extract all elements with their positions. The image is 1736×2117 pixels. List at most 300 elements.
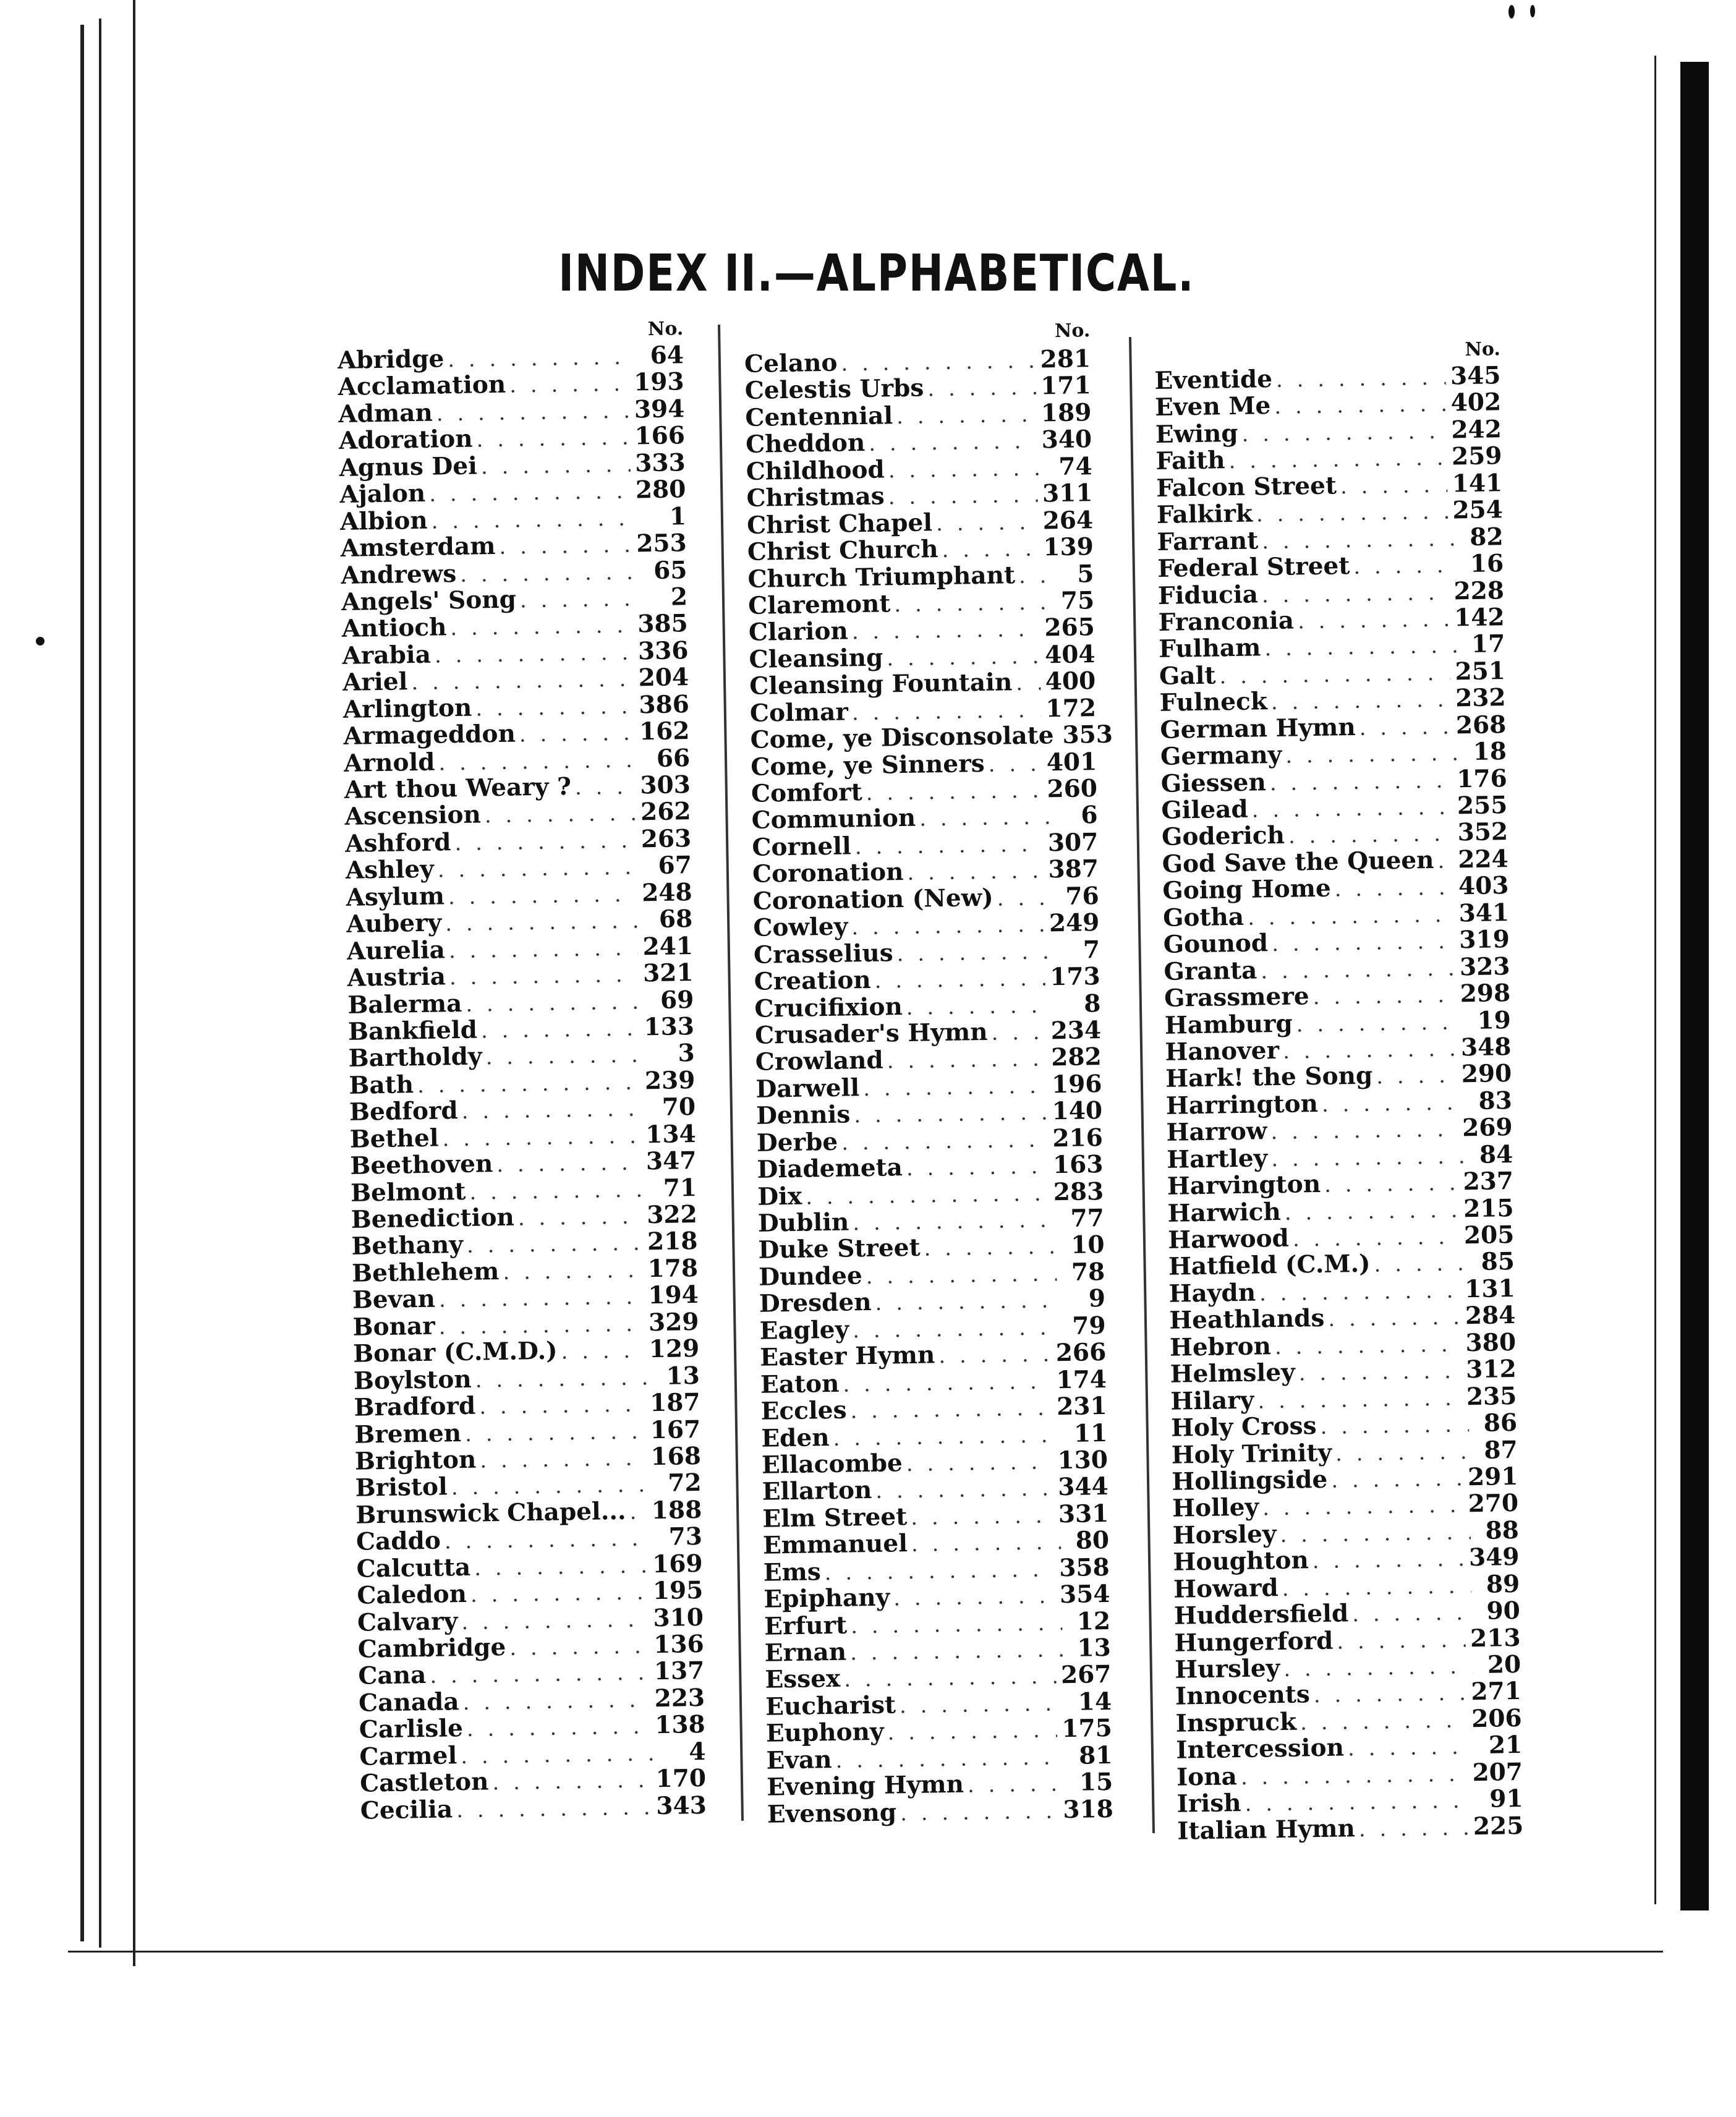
dot-leader xyxy=(924,1234,1057,1263)
tune-name: Communion xyxy=(751,804,916,835)
dot-leader xyxy=(1376,1063,1457,1091)
hymn-number: 10 xyxy=(1070,1230,1105,1260)
dot-leader xyxy=(1313,982,1455,1012)
tune-name: Harrow xyxy=(1166,1117,1267,1148)
hymn-number: 218 xyxy=(647,1227,698,1256)
tune-name: God Save the Queen xyxy=(1162,845,1434,879)
hymn-number: 307 xyxy=(1047,827,1099,858)
tune-name: Bonar (C.M.D.) xyxy=(352,1336,558,1368)
dot-leader xyxy=(1320,1412,1469,1441)
tune-name: Ashford xyxy=(344,828,451,858)
ink-speck xyxy=(36,637,45,645)
hymn-number: 249 xyxy=(1049,908,1100,938)
hymn-number: 142 xyxy=(1453,603,1505,633)
index-entry xyxy=(758,1205,1105,1237)
tune-name: Ellacombe xyxy=(761,1449,903,1480)
hymn-number: 133 xyxy=(644,1012,695,1042)
hymn-number: 290 xyxy=(1461,1059,1512,1089)
tune-name: Albion xyxy=(339,506,428,536)
tune-name: Crucifixion xyxy=(754,992,903,1023)
hymn-number: 291 xyxy=(1467,1462,1518,1492)
tune-name: Belmont xyxy=(350,1177,466,1208)
dot-leader xyxy=(479,1391,645,1421)
dot-leader xyxy=(1334,875,1453,903)
tune-name: Fiducia xyxy=(1157,579,1259,610)
tune-name: Arnold xyxy=(343,748,435,778)
hymn-number: 400 xyxy=(1045,667,1096,696)
hymn-number: 349 xyxy=(1468,1543,1520,1572)
dot-leader xyxy=(1348,1734,1474,1763)
hymn-number: 237 xyxy=(1463,1167,1514,1196)
tune-name: Hilary xyxy=(1170,1386,1254,1416)
tune-name: Granta xyxy=(1164,956,1257,986)
tune-name: Clarion xyxy=(748,616,849,647)
tune-name: Benediction xyxy=(351,1203,515,1234)
tune-name: Erfurt xyxy=(764,1611,848,1641)
dot-leader xyxy=(991,1019,1046,1047)
column-divider xyxy=(718,325,744,1821)
tune-name: Christ Chapel xyxy=(746,508,933,540)
hymn-number: 231 xyxy=(1056,1392,1107,1421)
hymn-number: 322 xyxy=(646,1200,698,1230)
hymn-number: 168 xyxy=(650,1441,702,1472)
dot-leader xyxy=(866,778,1042,807)
tune-name: Easter Hymn xyxy=(759,1340,935,1372)
tune-name: Cana xyxy=(358,1661,427,1691)
index-entry xyxy=(759,1259,1105,1291)
tune-name: Caddo xyxy=(355,1526,441,1557)
hymn-number: 187 xyxy=(649,1388,700,1418)
dot-leader xyxy=(1352,1599,1472,1628)
dot-leader xyxy=(1269,767,1452,797)
hymn-number: 170 xyxy=(655,1764,707,1794)
index-entry xyxy=(765,1689,1112,1721)
hymn-number: 76 xyxy=(1065,881,1100,911)
dot-leader xyxy=(894,589,1047,618)
hymn-number: 224 xyxy=(1457,844,1509,874)
index-entry xyxy=(1173,1571,1520,1603)
hymn-number: 178 xyxy=(647,1253,699,1284)
dot-leader xyxy=(430,1660,649,1690)
hymn-number: 91 xyxy=(1489,1784,1523,1813)
no-column-header: No. xyxy=(647,318,684,341)
tune-name: Arlington xyxy=(343,693,472,724)
page-edge-line xyxy=(99,19,101,1948)
dot-leader xyxy=(887,1718,1057,1747)
index-entry xyxy=(765,1635,1112,1667)
dot-leader xyxy=(853,1314,1058,1345)
hymn-number: 89 xyxy=(1486,1569,1520,1599)
index-entry xyxy=(341,557,687,589)
dot-leader xyxy=(866,1261,1057,1290)
dot-leader xyxy=(1353,552,1456,581)
dot-leader xyxy=(1328,1305,1460,1334)
hymn-number: 6 xyxy=(1081,801,1098,830)
tune-name: Italian Hymn xyxy=(1176,1813,1356,1846)
tune-name: Dix xyxy=(757,1182,802,1211)
dot-leader xyxy=(575,774,636,802)
dot-leader xyxy=(520,586,640,614)
hymn-number: 8 xyxy=(1083,989,1101,1018)
hymn-number: 206 xyxy=(1471,1703,1522,1734)
tune-name: Coronation xyxy=(752,858,904,889)
dot-leader xyxy=(1256,499,1448,529)
hymn-number: 18 xyxy=(1473,737,1507,767)
dot-leader xyxy=(911,1502,1053,1531)
tune-name: Cleansing xyxy=(749,643,883,674)
dot-leader xyxy=(1437,848,1453,875)
tune-name: Hartley xyxy=(1166,1143,1268,1174)
dot-leader xyxy=(906,1449,1052,1478)
index-entry xyxy=(1157,550,1504,582)
tune-name: Eventide xyxy=(1154,364,1273,395)
dot-leader xyxy=(1057,723,1058,750)
hymn-number: 354 xyxy=(1059,1580,1110,1609)
hymn-number: 216 xyxy=(1052,1123,1104,1153)
dot-leader xyxy=(854,831,1043,861)
hymn-number: 193 xyxy=(633,367,684,397)
dot-leader xyxy=(475,693,634,722)
tune-name: Eucharist xyxy=(765,1690,896,1721)
hymn-number: 4 xyxy=(688,1737,706,1766)
tune-name: Evening Hymn xyxy=(766,1770,964,1802)
hymn-number: 235 xyxy=(1466,1381,1517,1411)
dot-leader xyxy=(900,1690,1064,1720)
ink-speck xyxy=(1530,5,1535,17)
hymn-number: 84 xyxy=(1479,1139,1513,1169)
hymn-number: 14 xyxy=(1078,1687,1112,1716)
hymn-number: 265 xyxy=(1044,613,1096,642)
hymn-number: 69 xyxy=(660,985,694,1015)
tune-name: Crasselius xyxy=(753,938,893,969)
dot-leader xyxy=(517,1203,642,1232)
dot-leader xyxy=(474,1553,648,1582)
tune-name: Bevan xyxy=(352,1285,436,1315)
tune-name: Come, ye Sinners xyxy=(750,749,985,782)
tune-name: Carlisle xyxy=(359,1714,464,1745)
dot-leader xyxy=(1285,740,1458,770)
index-entry xyxy=(767,1769,1113,1801)
dot-leader xyxy=(1359,713,1451,742)
dot-leader xyxy=(833,1422,1059,1452)
hymn-number: 81 xyxy=(1078,1740,1113,1770)
dot-leader xyxy=(1245,1787,1475,1818)
dot-leader xyxy=(844,1664,1056,1694)
tune-name: Dresden xyxy=(759,1288,872,1319)
index-entry xyxy=(360,1792,707,1825)
dot-leader xyxy=(449,962,639,992)
hymn-number: 340 xyxy=(1041,425,1092,454)
tune-name: Fulneck xyxy=(1159,687,1268,718)
ink-speck xyxy=(1508,5,1515,19)
hymn-number: 215 xyxy=(1463,1193,1514,1223)
dot-leader xyxy=(450,613,633,642)
hymn-number: 254 xyxy=(1452,495,1504,525)
hymn-number: 319 xyxy=(1458,925,1510,955)
hymn-number: 283 xyxy=(1053,1177,1104,1206)
tune-name: Carmel xyxy=(359,1740,457,1771)
dot-leader xyxy=(1282,1573,1471,1603)
index-entry xyxy=(754,990,1101,1023)
tune-name: Dundee xyxy=(758,1261,863,1292)
index-entry xyxy=(759,1313,1106,1345)
index-entry xyxy=(1177,1813,1524,1845)
dot-leader xyxy=(1272,929,1455,958)
tune-name: Canada xyxy=(358,1687,459,1718)
tune-name: Hanover xyxy=(1165,1036,1280,1067)
hymn-number: 336 xyxy=(637,636,689,666)
tune-name: Darwell xyxy=(755,1073,860,1104)
tune-name: Epiphany xyxy=(764,1583,890,1614)
hymn-number: 251 xyxy=(1455,656,1506,686)
tune-name: Evan xyxy=(766,1745,832,1775)
index-entries xyxy=(744,346,1113,1828)
hymn-number: 282 xyxy=(1050,1042,1102,1072)
tune-name: Creation xyxy=(754,965,871,996)
dot-leader xyxy=(467,1714,650,1744)
tune-name: Bethel xyxy=(349,1123,439,1154)
tune-name: Aurelia xyxy=(346,935,446,966)
index-column-1 xyxy=(337,316,707,1825)
tune-name: Holy Cross xyxy=(1170,1412,1317,1442)
dot-leader xyxy=(1251,794,1452,825)
index-column-2 xyxy=(744,316,1113,1828)
hymn-number: 1 xyxy=(669,501,687,531)
tune-name: Agnus Dei xyxy=(339,451,478,482)
dot-leader xyxy=(938,1342,1051,1370)
hymn-number: 386 xyxy=(639,689,690,720)
hymn-number: 129 xyxy=(649,1334,700,1364)
hymn-number: 72 xyxy=(667,1468,702,1498)
tune-name: Armageddon xyxy=(343,719,516,751)
tune-name: Ems xyxy=(763,1557,822,1587)
tune-name: Houghton xyxy=(1173,1546,1309,1577)
index-entry xyxy=(1168,1248,1515,1280)
dot-leader xyxy=(896,939,1052,968)
tune-name: Bethany xyxy=(351,1230,464,1261)
dot-leader xyxy=(509,371,629,399)
hymn-number: 345 xyxy=(1450,361,1501,391)
hymn-number: 141 xyxy=(1452,468,1503,498)
dot-leader xyxy=(509,1633,649,1662)
index-entry xyxy=(1157,524,1504,556)
page-edge-line xyxy=(133,0,135,1966)
tune-name: Gotha xyxy=(1162,902,1245,932)
dot-leader xyxy=(1248,901,1454,932)
hymn-number: 401 xyxy=(1046,747,1097,777)
dot-leader xyxy=(806,1180,1049,1211)
column-divider xyxy=(1129,337,1155,1833)
index-entry xyxy=(1167,1141,1513,1174)
hymn-number: 223 xyxy=(654,1683,705,1713)
dot-leader xyxy=(461,1606,649,1636)
hymn-number: 207 xyxy=(1472,1757,1523,1787)
dot-leader xyxy=(445,908,645,938)
index-entry xyxy=(341,584,688,616)
hymn-number: 2 xyxy=(670,582,688,611)
index-entry xyxy=(752,883,1099,915)
tune-name: Cowley xyxy=(753,912,848,943)
hymn-number: 343 xyxy=(655,1791,707,1820)
tune-name: Ellarton xyxy=(762,1476,872,1507)
hymn-number: 259 xyxy=(1451,441,1502,471)
tune-name: Colmar xyxy=(749,697,849,728)
dot-leader xyxy=(469,1177,649,1206)
tune-name: Faith xyxy=(1155,446,1225,476)
index-entry xyxy=(746,453,1092,485)
tune-name: Aubery xyxy=(346,908,442,939)
dot-leader xyxy=(1296,1009,1463,1039)
page-bottom-line xyxy=(68,1951,1675,1953)
hymn-number: 13 xyxy=(1077,1633,1112,1663)
tune-name: Balerma xyxy=(347,989,462,1020)
dot-leader xyxy=(869,428,1037,458)
index-entry xyxy=(763,1527,1110,1559)
hymn-number: 303 xyxy=(640,770,691,800)
dot-leader xyxy=(1337,1627,1465,1656)
hymn-number: 269 xyxy=(1462,1113,1513,1143)
dot-leader xyxy=(853,1207,1056,1237)
hymn-number: 196 xyxy=(1051,1069,1102,1099)
dot-leader xyxy=(417,1069,640,1099)
tune-name: Giessen xyxy=(1160,767,1267,798)
tune-name: Brunswick Chapel... xyxy=(355,1496,626,1530)
dot-leader xyxy=(1331,1465,1463,1494)
tune-name: Eagley xyxy=(759,1315,849,1345)
dot-leader xyxy=(1322,1089,1465,1118)
dot-leader xyxy=(1284,1197,1458,1227)
hymn-number: 21 xyxy=(1488,1731,1523,1760)
tune-name: Abridge xyxy=(337,344,445,375)
tune-name: Bristol xyxy=(355,1472,448,1503)
dot-leader xyxy=(561,1338,644,1366)
index-entry xyxy=(356,1523,703,1556)
dot-leader xyxy=(454,827,636,857)
hymn-number: 404 xyxy=(1044,639,1096,670)
dot-leader xyxy=(841,1127,1048,1157)
tune-name: Hatfield (C.M.) xyxy=(1168,1250,1371,1282)
tune-name: Acclamation xyxy=(338,370,506,402)
dot-leader xyxy=(476,425,630,454)
dot-leader xyxy=(850,1637,1063,1667)
dot-leader xyxy=(863,1073,1047,1102)
hymn-number: 318 xyxy=(1063,1794,1114,1824)
index-entry xyxy=(1159,631,1505,663)
index-entries xyxy=(338,342,707,1825)
dot-leader xyxy=(824,1556,1054,1587)
dot-leader xyxy=(496,1150,641,1179)
hymn-number: 205 xyxy=(1463,1220,1515,1250)
dot-leader xyxy=(448,344,636,373)
index-entry xyxy=(1165,1007,1512,1039)
dot-leader xyxy=(854,1100,1047,1130)
hymn-number: 352 xyxy=(1457,817,1508,847)
tune-name: Coronation (New) xyxy=(752,883,994,916)
tune-name: Dennis xyxy=(755,1100,851,1131)
tune-name: Helmsley xyxy=(1170,1358,1296,1389)
hymn-number: 270 xyxy=(1468,1489,1519,1519)
tune-name: Gounod xyxy=(1163,929,1269,960)
index-entry xyxy=(338,342,684,374)
tune-name: Ashley xyxy=(345,854,435,885)
hymn-number: 239 xyxy=(644,1065,696,1096)
tune-name: Bedford xyxy=(349,1096,459,1127)
dot-leader xyxy=(887,643,1040,672)
tune-name: Holley xyxy=(1172,1493,1259,1523)
tune-name: Celestis Urbs xyxy=(744,373,924,406)
hymn-number: 353 xyxy=(1062,720,1113,750)
index-entry xyxy=(1166,1088,1513,1120)
tune-name: Horsley xyxy=(1172,1519,1277,1550)
dot-leader xyxy=(1298,606,1450,635)
hymn-number: 268 xyxy=(1455,710,1507,740)
hymn-number: 232 xyxy=(1455,683,1506,713)
dot-leader xyxy=(485,801,636,830)
dot-leader xyxy=(481,1015,639,1044)
dot-leader xyxy=(1313,1680,1466,1710)
page-title: INDEX II.—ALPHABETICAL. xyxy=(558,244,1195,303)
hymn-number: 138 xyxy=(654,1710,706,1740)
hymn-number: 175 xyxy=(1062,1714,1113,1744)
dot-leader xyxy=(988,751,1042,778)
hymn-number: 17 xyxy=(1471,629,1505,659)
tune-name: Howard xyxy=(1173,1573,1279,1604)
hymn-number: 16 xyxy=(1470,549,1504,579)
tune-name: Asylum xyxy=(346,882,445,912)
tune-name: Calcutta xyxy=(356,1553,471,1583)
dot-leader xyxy=(887,1046,1046,1075)
hymn-number: 329 xyxy=(648,1307,699,1337)
dot-leader xyxy=(442,1123,640,1152)
index-column-3 xyxy=(1154,316,1524,1845)
page-edge-line xyxy=(80,25,84,1941)
tune-name: Gilead xyxy=(1161,794,1249,825)
dot-leader xyxy=(841,348,1036,378)
hymn-number: 134 xyxy=(645,1119,697,1149)
tune-name: Harrington xyxy=(1165,1089,1319,1120)
dot-leader xyxy=(456,1794,652,1824)
page-edge-left xyxy=(0,0,138,2117)
dot-leader xyxy=(629,1499,647,1526)
dot-leader xyxy=(448,881,637,911)
tune-name: Church Triumphant xyxy=(747,560,1016,594)
hymn-number: 242 xyxy=(1451,415,1502,445)
dot-leader xyxy=(1241,418,1446,448)
tune-name: Bethlehem xyxy=(351,1256,500,1288)
hymn-number: 241 xyxy=(642,931,694,961)
tune-name: Amsterdam xyxy=(340,532,496,563)
index-entry xyxy=(340,503,687,535)
hymn-number: 12 xyxy=(1076,1606,1111,1636)
hymn-number: 131 xyxy=(1464,1274,1515,1304)
tune-name: Eaton xyxy=(760,1369,840,1399)
hymn-number: 71 xyxy=(663,1173,697,1203)
hymn-number: 137 xyxy=(653,1656,705,1686)
dot-leader xyxy=(1359,1815,1469,1843)
tune-name: Harvington xyxy=(1167,1170,1321,1201)
dot-leader xyxy=(436,398,629,427)
hymn-number: 266 xyxy=(1055,1338,1107,1368)
hymn-number: 136 xyxy=(653,1629,705,1659)
dot-leader xyxy=(519,720,635,749)
tune-name: Intercession xyxy=(1175,1733,1345,1765)
hymn-number: 162 xyxy=(639,717,690,746)
index-entry xyxy=(359,1739,706,1771)
index-entries xyxy=(1154,362,1523,1845)
hymn-number: 166 xyxy=(634,421,686,451)
tune-name: Come, ye Disconsolate xyxy=(750,721,1054,755)
dot-leader xyxy=(1275,1331,1461,1361)
